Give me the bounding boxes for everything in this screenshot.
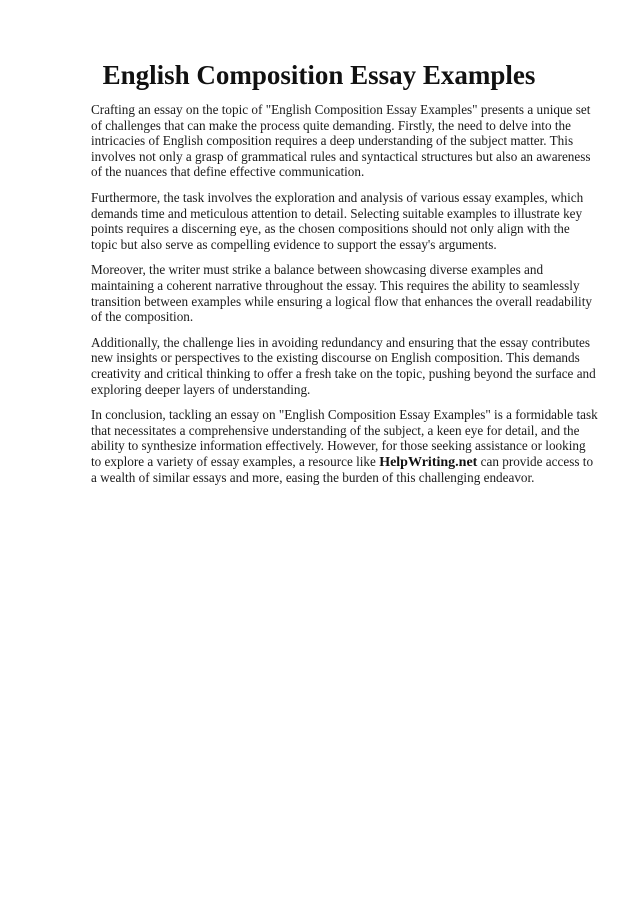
page-title: English Composition Essay Examples [102,60,536,90]
paragraph-moreover: Moreover, the writer must strike a balance between showcasing diverse examples and maintaining a coherent narrative throughout the essay. This requires the ability to seamlessly transition between examples while ensuring a logical flow that enhances the overall readability of the composition. [91,262,592,325]
paragraph-furthermore: Furthermore, the task involves the exploration and analysis of various essay examples, which demands time and meticulous attention to detail. Selecting suitable examples to illustrate key points requires a discerning eye, as the chosen compositions should not only align with the topic but also serve as compelling evidence to support the essay's arguments. [91,189,584,252]
essay-body [91,102,599,496]
conclusion-text-after-link: can provide access to a wealth of similar essays and more, easing the burden of this challenging endeavor. [91,453,594,486]
paragraph-intro: Crafting an essay on the topic of "English Composition Essay Examples" presents a unique set of challenges that can make the process quite demanding. Firstly, the need to delve into the intricacies of English composition requires a deep understanding of the subject matter. This involves not only a grasp of grammatical rules and syntactical structures but also an awareness of the nuances that define effective communication. [91,102,591,180]
conclusion-text-before-link: In conclusion, tackling an essay on "English Composition Essay Examples" is a formidable task that necessitates a comprehensive understanding of the subject, a keen eye for detail, and the ability to synthesize information effectively. However, for those seeking assistance or looking to explore a variety of essay examples, a resource like [91,407,598,469]
paragraph-conclusion [91,407,599,486]
helpwriting-link[interactable]: HelpWriting.net [379,454,478,470]
paragraph-additionally: Additionally, the challenge lies in avoiding redundancy and ensuring that the essay contributes new insights or perspectives to the existing discourse on English composition. This demands creativity and critical thinking to offer a fresh take on the topic, pushing beyond the surface and exploring deeper layers of understanding. [91,334,596,397]
